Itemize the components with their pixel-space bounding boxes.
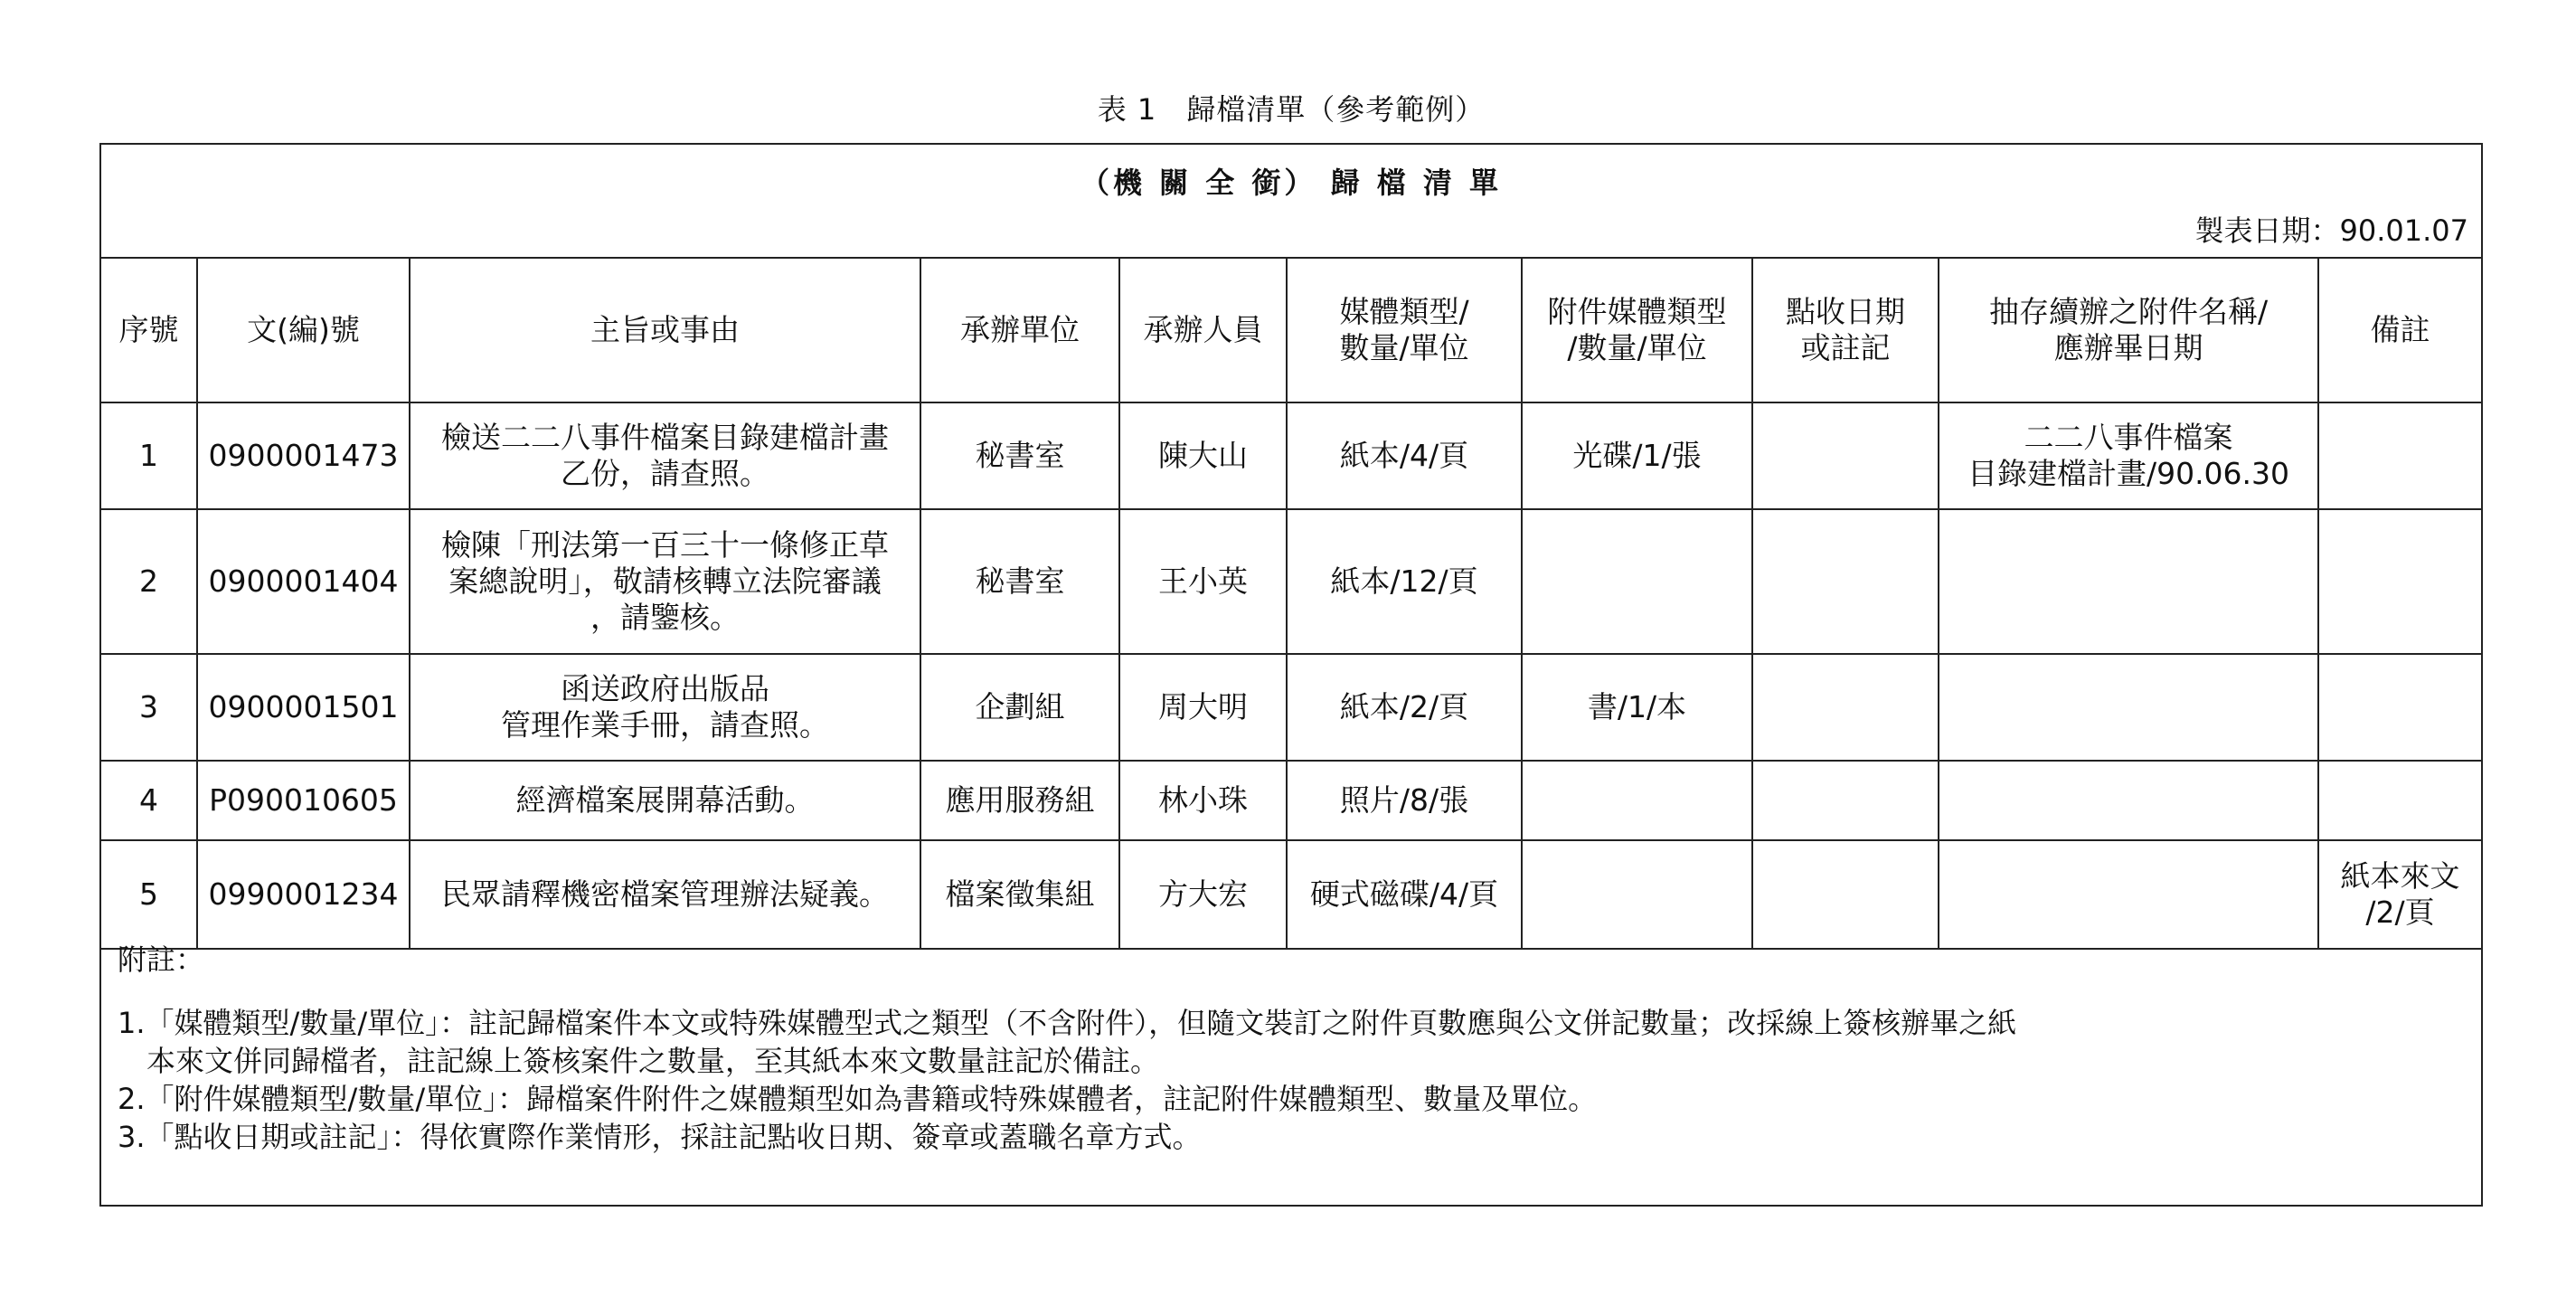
cell-attachment-name — [1939, 654, 2318, 761]
cell-handler: 陳大山 — [1119, 402, 1287, 509]
cell-subject: 檢送二二八事件檔案目錄建檔計畫 乙份，請查照。 — [410, 402, 920, 509]
cell-attachment-name — [1939, 761, 2318, 840]
cell-remarks — [2318, 654, 2481, 761]
cell-attachment-name — [1939, 840, 2318, 949]
table-header-row — [101, 258, 2481, 402]
header-subject: 主旨或事由 — [410, 258, 920, 402]
cell-unit: 應用服務組 — [920, 761, 1119, 840]
table-caption: 表 1 歸檔清單（參考範例） — [1097, 92, 1486, 127]
cell-handler: 周大明 — [1119, 654, 1287, 761]
header-media: 媒體類型/ 數量/單位 — [1287, 258, 1522, 402]
cell-attachment-media: 光碟/1/張 — [1522, 402, 1752, 509]
cell-media: 紙本/2/頁 — [1287, 654, 1522, 761]
table-row — [101, 509, 2481, 654]
header-handler: 承辦人員 — [1119, 258, 1287, 402]
header-attachment-name: 抽存續辦之附件名稱/ 應辦畢日期 — [1939, 258, 2318, 402]
cell-serial: 5 — [101, 840, 197, 949]
cell-serial: 2 — [101, 509, 197, 654]
cell-unit: 秘書室 — [920, 402, 1119, 509]
cell-unit: 檔案徵集組 — [920, 840, 1119, 949]
header-unit: 承辦單位 — [920, 258, 1119, 402]
header-serial: 序號 — [101, 258, 197, 402]
cell-media: 紙本/4/頁 — [1287, 402, 1522, 509]
notes-title: 附註： — [118, 942, 205, 977]
header-receipt-date: 點收日期 或註記 — [1752, 258, 1939, 402]
cell-doc-number: 0900001473 — [197, 402, 410, 509]
note-item: 2.「附件媒體類型/數量/單位」：歸檔案件附件之媒體類型如為書籍或特殊媒體者，註記附件媒體類型、數量及單位。 — [118, 1082, 1598, 1116]
cell-doc-number: 0990001234 — [197, 840, 410, 949]
cell-subject: 民眾請釋機密檔案管理辦法疑義。 — [410, 840, 920, 949]
table-row — [101, 840, 2481, 949]
cell-receipt-date — [1752, 840, 1939, 949]
cell-remarks — [2318, 509, 2481, 654]
cell-serial: 4 — [101, 761, 197, 840]
cell-handler: 王小英 — [1119, 509, 1287, 654]
note-item: 1.「媒體類型/數量/單位」：註記歸檔案件本文或特殊媒體型式之類型（不含附件），但隨文裝訂之附件頁數應與公文併記數量；改採線上簽核辦畢之紙 本來文併同歸檔者，註記線上簽核案件之數量，至其紙本來文數量註記於備註。 — [118, 1006, 2017, 1078]
cell-media: 照片/8/張 — [1287, 761, 1522, 840]
table-row — [101, 654, 2481, 761]
header-attachment-media: 附件媒體類型 /數量/單位 — [1522, 258, 1752, 402]
cell-attachment-name — [1939, 509, 2318, 654]
cell-serial: 1 — [101, 402, 197, 509]
header-doc-number: 文(編)號 — [197, 258, 410, 402]
cell-media: 紙本/12/頁 — [1287, 509, 1522, 654]
cell-remarks — [2318, 761, 2481, 840]
cell-remarks: 紙本來文 /2/頁 — [2318, 840, 2481, 949]
cell-doc-number: 0900001404 — [197, 509, 410, 654]
cell-subject: 函送政府出版品 管理作業手冊，請查照。 — [410, 654, 920, 761]
cell-doc-number: 0900001501 — [197, 654, 410, 761]
archive-list-table — [101, 257, 2481, 950]
cell-media: 硬式磁碟/4/頁 — [1287, 840, 1522, 949]
cell-subject: 檢陳「刑法第一百三十一條修正草 案總說明」，敬請核轉立法院審議 ，請鑒核。 — [410, 509, 920, 654]
table-row — [101, 761, 2481, 840]
made-date: 製表日期：90.01.07 — [2194, 213, 2468, 248]
archive-list-sheet — [99, 143, 2483, 1207]
header-remarks: 備註 — [2318, 258, 2481, 402]
cell-receipt-date — [1752, 654, 1939, 761]
cell-attachment-media — [1522, 509, 1752, 654]
cell-remarks — [2318, 402, 2481, 509]
cell-subject: 經濟檔案展開幕活動。 — [410, 761, 920, 840]
cell-attachment-name: 二二八事件檔案 目錄建檔計畫/90.06.30 — [1939, 402, 2318, 509]
cell-attachment-media — [1522, 761, 1752, 840]
cell-serial: 3 — [101, 654, 197, 761]
cell-unit: 秘書室 — [920, 509, 1119, 654]
note-item: 3.「點收日期或註記」：得依實際作業情形，採註記點收日期、簽章或蓋職名章方式。 — [118, 1120, 1202, 1154]
cell-doc-number: P090010605 — [197, 761, 410, 840]
cell-attachment-media — [1522, 840, 1752, 949]
cell-handler: 林小珠 — [1119, 761, 1287, 840]
sheet-title: （機 關 全 銜） 歸 檔 清 單 — [1080, 166, 1502, 200]
cell-unit: 企劃組 — [920, 654, 1119, 761]
cell-receipt-date — [1752, 402, 1939, 509]
table-row — [101, 402, 2481, 509]
cell-handler: 方大宏 — [1119, 840, 1287, 949]
cell-receipt-date — [1752, 761, 1939, 840]
notes-section — [118, 941, 2465, 1156]
cell-attachment-media: 書/1/本 — [1522, 654, 1752, 761]
cell-receipt-date — [1752, 509, 1939, 654]
